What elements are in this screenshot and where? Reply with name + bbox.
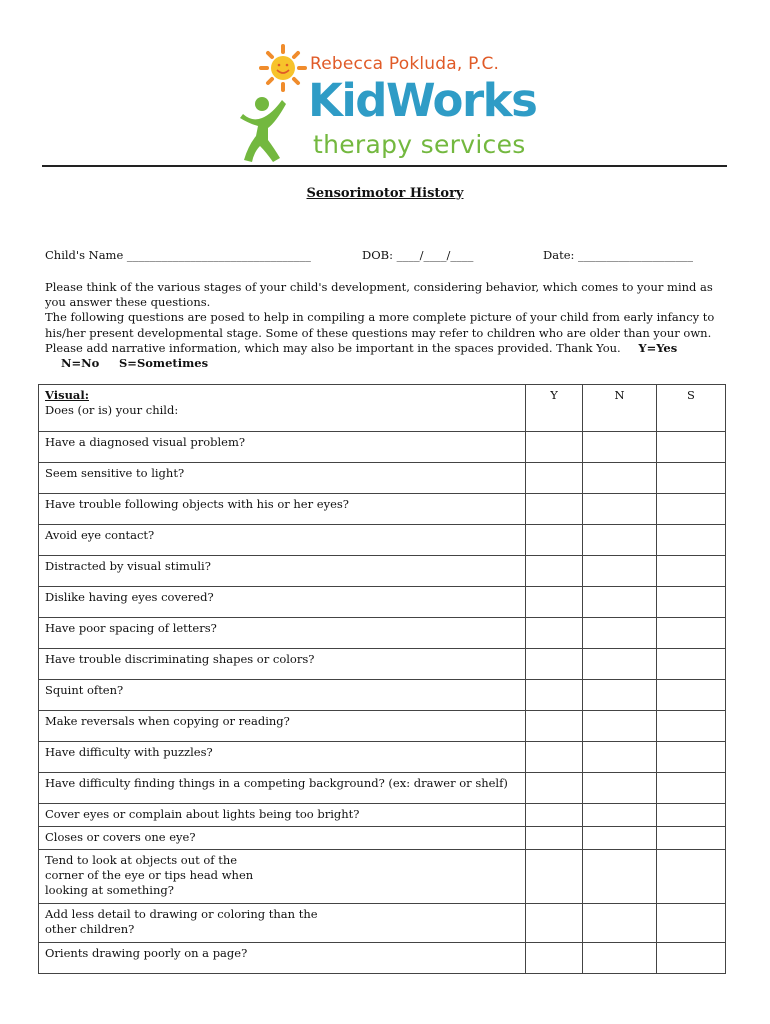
answer-cell-y[interactable] xyxy=(526,649,583,680)
instructions xyxy=(45,280,735,371)
answer-cell-n[interactable] xyxy=(583,556,657,587)
header-divider xyxy=(42,165,727,167)
answer-cell-n[interactable] xyxy=(583,587,657,618)
answer-cell-y[interactable] xyxy=(526,742,583,773)
table-row xyxy=(39,742,726,773)
answer-cell-y[interactable] xyxy=(526,904,583,943)
question-text: Avoid eye contact? xyxy=(39,525,526,556)
question-text: Have a diagnosed visual problem? xyxy=(39,432,526,463)
answer-cell-n[interactable] xyxy=(583,494,657,525)
legend-yes: Y=Yes xyxy=(638,340,678,355)
answer-cell-n[interactable] xyxy=(583,649,657,680)
table-header-row xyxy=(39,385,726,432)
answer-cell-n[interactable] xyxy=(583,463,657,494)
intro-text: The following questions are posed to help in compiling a more complete picture of your child from early infancy to his/her present developmental stage. Some of these questions may refer to children who are older than your own. Please add narrative information, which may also be important in the spaces provided. Thank You. xyxy=(45,310,715,355)
question-text: Have difficulty finding things in a competing background? (ex: drawer or shelf) xyxy=(39,773,526,804)
date-field[interactable]: Date: ____________________ xyxy=(543,248,694,262)
answer-cell-y[interactable] xyxy=(526,494,583,525)
answer-cell-s[interactable] xyxy=(657,827,726,850)
answer-cell-s[interactable] xyxy=(657,943,726,974)
section-header-cell xyxy=(39,385,526,432)
kidworks-logo xyxy=(238,42,538,166)
answer-cell-n[interactable] xyxy=(583,804,657,827)
legend-sometimes: S=Sometimes xyxy=(119,356,209,371)
child-name-field[interactable]: Child's Name ________________________________ xyxy=(45,248,311,262)
answer-cell-n[interactable] xyxy=(583,742,657,773)
form-title: Sensorimotor History xyxy=(306,186,464,201)
column-header-n: N xyxy=(583,385,657,432)
dob-field[interactable]: DOB: ____/____/____ xyxy=(362,248,474,262)
answer-cell-y[interactable] xyxy=(526,680,583,711)
question-text: Make reversals when copying or reading? xyxy=(39,711,526,742)
sun-icon xyxy=(261,46,305,90)
question-text: Have trouble following objects with his or her eyes? xyxy=(39,494,526,525)
answer-cell-s[interactable] xyxy=(657,525,726,556)
answer-cell-s[interactable] xyxy=(657,711,726,742)
answer-cell-y[interactable] xyxy=(526,943,583,974)
answer-cell-s[interactable] xyxy=(657,773,726,804)
table-row xyxy=(39,432,726,463)
answer-cell-n[interactable] xyxy=(583,850,657,904)
question-text: Cover eyes or complain about lights being too bright? xyxy=(39,804,526,827)
table-row xyxy=(39,943,726,974)
table-row xyxy=(39,556,726,587)
answer-cell-y[interactable] xyxy=(526,463,583,494)
answer-cell-y[interactable] xyxy=(526,773,583,804)
table-row xyxy=(39,525,726,556)
table-row xyxy=(39,773,726,804)
question-text: Dislike having eyes covered? xyxy=(39,587,526,618)
answer-cell-s[interactable] xyxy=(657,587,726,618)
table-row xyxy=(39,850,726,904)
answer-cell-y[interactable] xyxy=(526,850,583,904)
table-row xyxy=(39,827,726,850)
answer-cell-n[interactable] xyxy=(583,943,657,974)
question-text: Have trouble discriminating shapes or colors? xyxy=(39,649,526,680)
answer-cell-y[interactable] xyxy=(526,556,583,587)
logo-graphics xyxy=(238,42,308,166)
visual-questions-table xyxy=(38,384,726,974)
answer-cell-s[interactable] xyxy=(657,618,726,649)
table-row xyxy=(39,711,726,742)
brand-name: KidWorks xyxy=(308,74,537,127)
answer-cell-s[interactable] xyxy=(657,850,726,904)
legend-no: N=No xyxy=(61,356,100,371)
section-prompt: Does (or is) your child: xyxy=(45,403,179,417)
answer-cell-s[interactable] xyxy=(657,649,726,680)
answer-cell-s[interactable] xyxy=(657,742,726,773)
company-name: Rebecca Pokluda, P.C. xyxy=(310,54,500,74)
answer-cell-y[interactable] xyxy=(526,587,583,618)
question-text: Closes or covers one eye? xyxy=(39,827,526,850)
answer-cell-y[interactable] xyxy=(526,432,583,463)
answer-cell-n[interactable] xyxy=(583,680,657,711)
answer-cell-n[interactable] xyxy=(583,525,657,556)
question-text: Tend to look at objects out of the corner of the eye or tips head when looking at something? xyxy=(39,850,526,904)
section-title: Visual: xyxy=(45,388,89,402)
table-row xyxy=(39,904,726,943)
answer-cell-y[interactable] xyxy=(526,804,583,827)
answer-cell-y[interactable] xyxy=(526,711,583,742)
answer-cell-n[interactable] xyxy=(583,618,657,649)
table-row xyxy=(39,649,726,680)
child-figure-icon xyxy=(240,97,286,162)
answer-cell-s[interactable] xyxy=(657,680,726,711)
intro-paragraph-1: Please think of the various stages of your child's development, considering behavior, which comes to your mind as you answer these questions. xyxy=(45,280,713,310)
table-row xyxy=(39,618,726,649)
question-text: Orients drawing poorly on a page? xyxy=(39,943,526,974)
answer-cell-s[interactable] xyxy=(657,494,726,525)
question-text: Squint often? xyxy=(39,680,526,711)
question-text: Distracted by visual stimuli? xyxy=(39,556,526,587)
table-row xyxy=(39,680,726,711)
answer-cell-n[interactable] xyxy=(583,827,657,850)
question-text: Have difficulty with puzzles? xyxy=(39,742,526,773)
answer-cell-n[interactable] xyxy=(583,773,657,804)
column-header-y: Y xyxy=(526,385,583,432)
answer-cell-n[interactable] xyxy=(583,904,657,943)
answer-cell-s[interactable] xyxy=(657,432,726,463)
question-text: Add less detail to drawing or coloring than the other children? xyxy=(39,904,526,943)
answer-cell-y[interactable] xyxy=(526,827,583,850)
question-text: Have poor spacing of letters? xyxy=(39,618,526,649)
answer-cell-s[interactable] xyxy=(657,904,726,943)
table-row xyxy=(39,587,726,618)
question-text: Seem sensitive to light? xyxy=(39,463,526,494)
answer-cell-y[interactable] xyxy=(526,618,583,649)
table-row xyxy=(39,804,726,827)
answer-cell-n[interactable] xyxy=(583,432,657,463)
answer-cell-y[interactable] xyxy=(526,525,583,556)
table-row xyxy=(39,494,726,525)
column-header-s: S xyxy=(657,385,726,432)
table-row xyxy=(39,463,726,494)
answer-cell-s[interactable] xyxy=(657,556,726,587)
intro-paragraph-2 xyxy=(45,310,735,371)
brand-tagline: therapy services xyxy=(313,130,526,159)
answer-cell-s[interactable] xyxy=(657,463,726,494)
answer-cell-s[interactable] xyxy=(657,804,726,827)
answer-cell-n[interactable] xyxy=(583,711,657,742)
